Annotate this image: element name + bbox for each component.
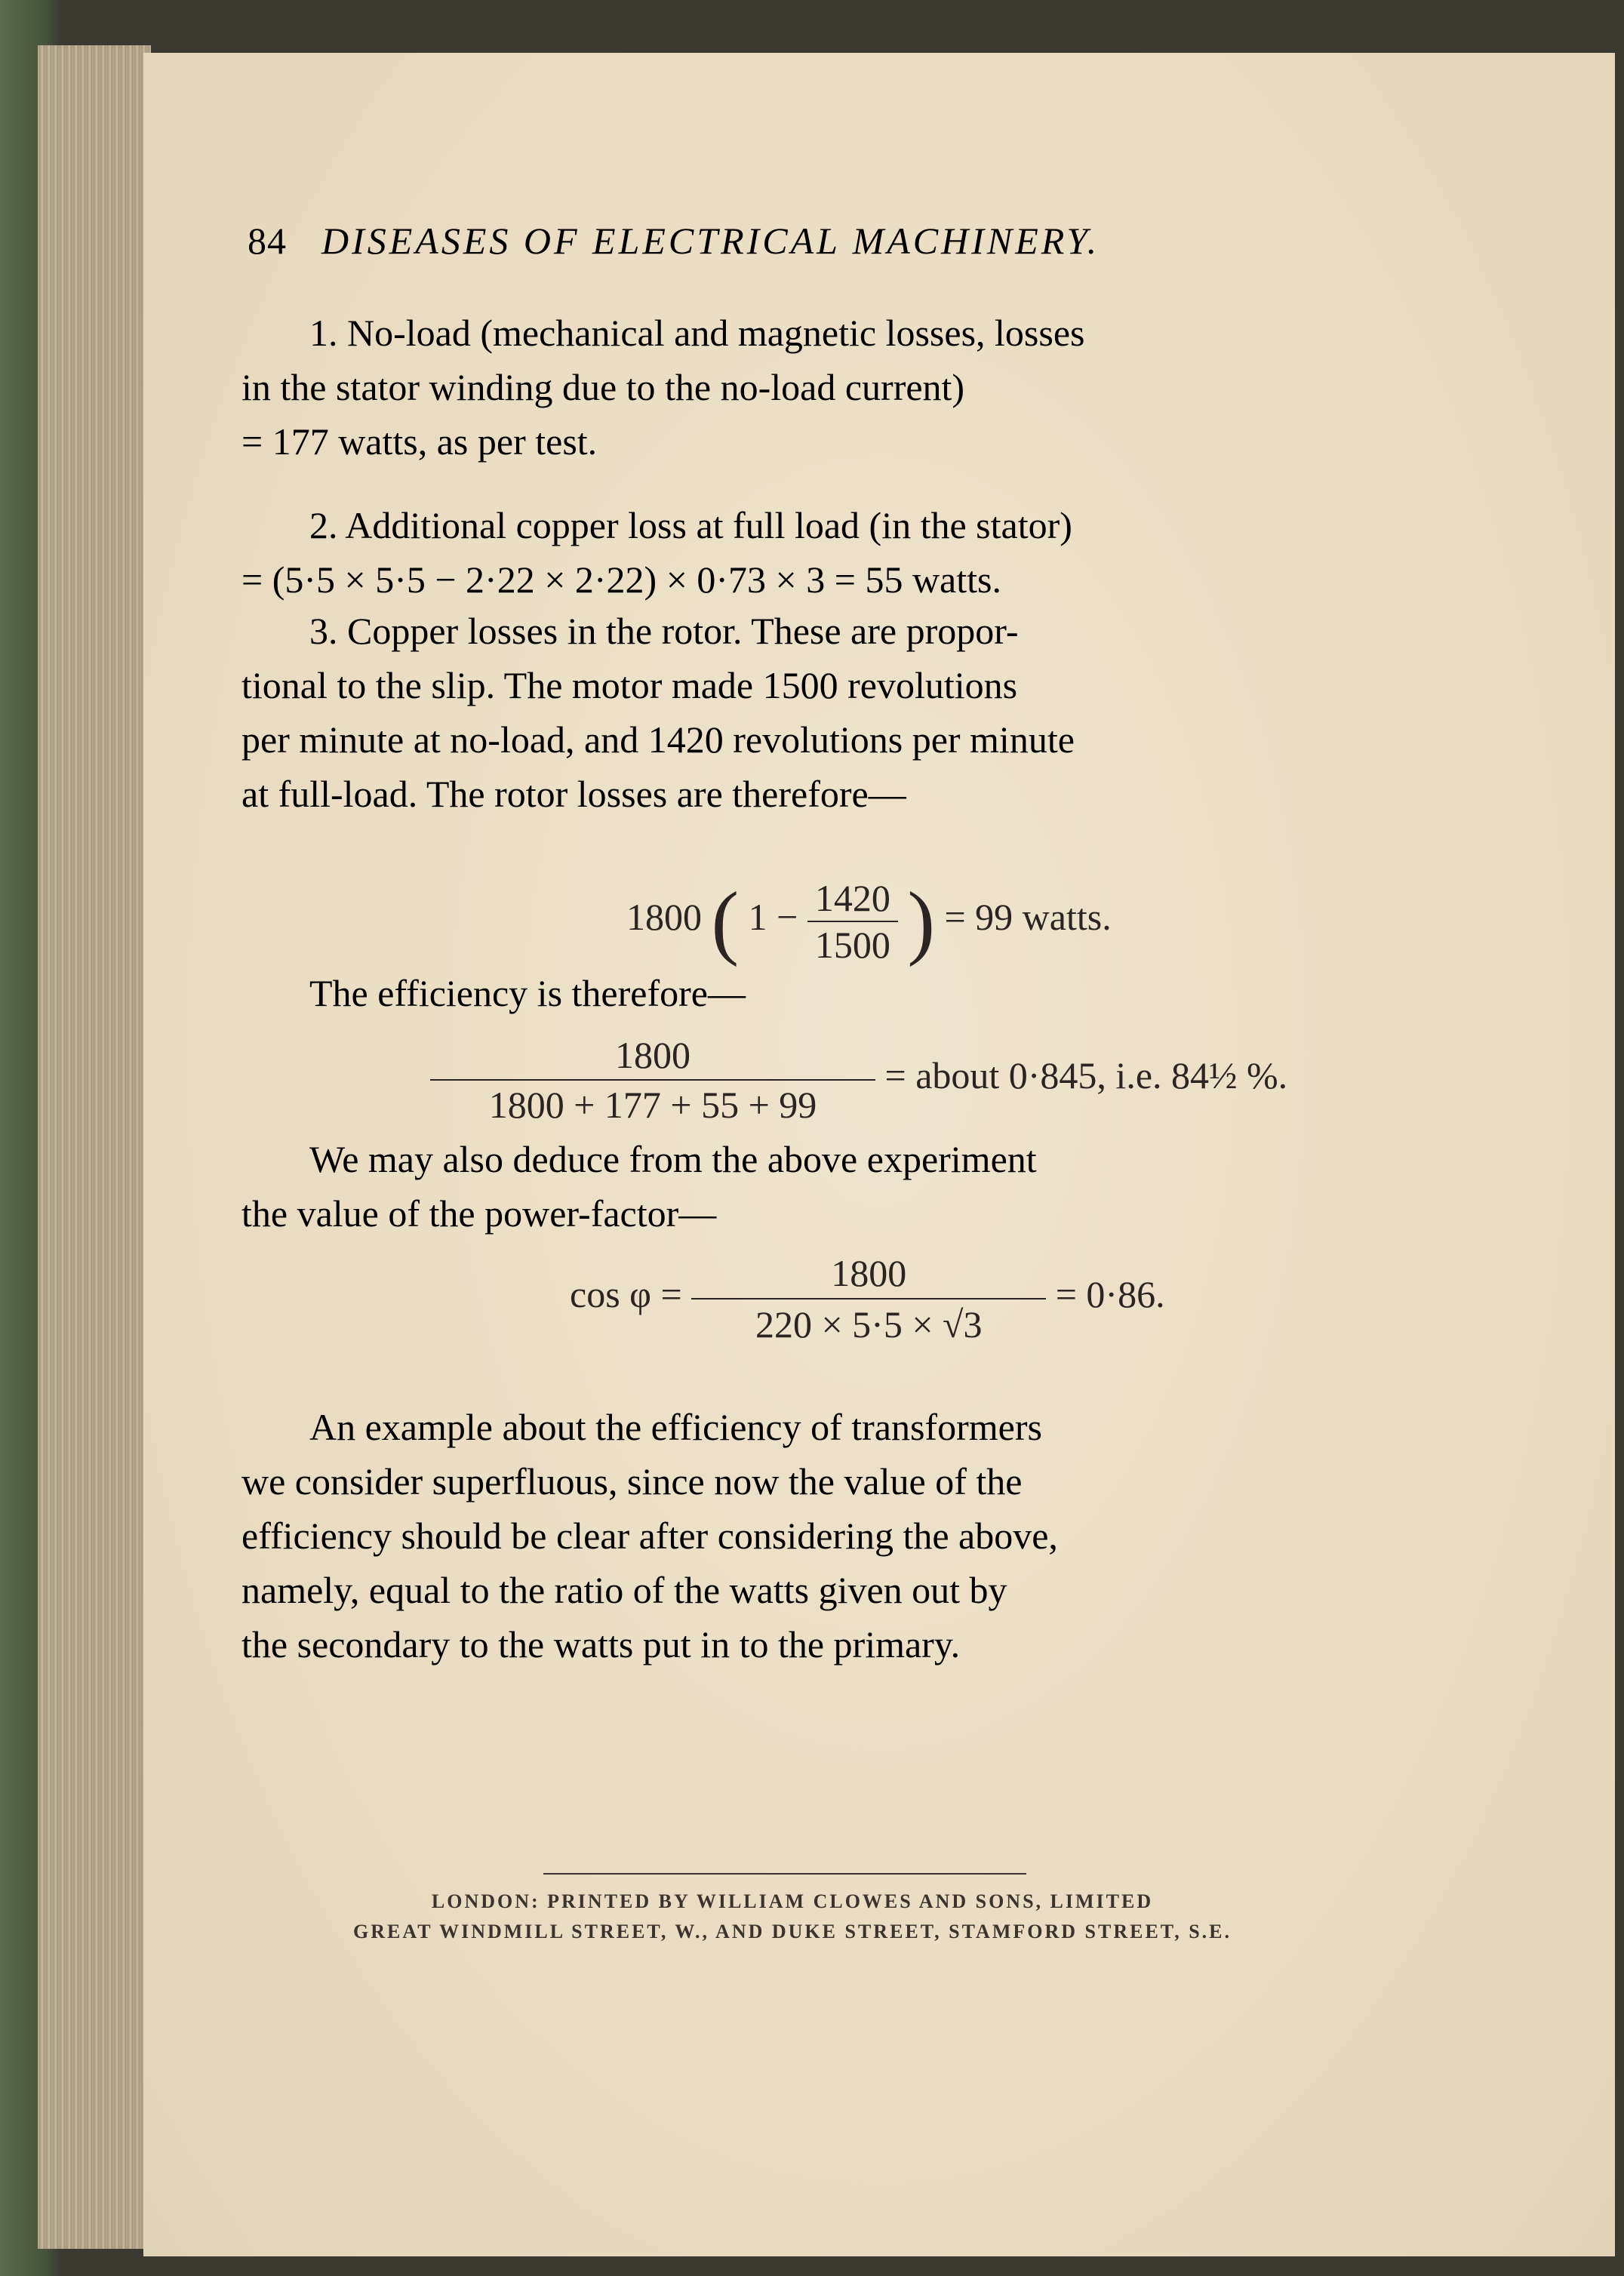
text-line: = (5·5 × 5·5 − 2·22 × 2·22) × 0·73 × 3 = 55 watts. [241,558,1001,601]
fraction-denominator: 1500 [814,923,890,966]
open-paren: ( [711,875,740,967]
paragraph-efficiency: The efficiency is therefore— [309,972,746,1014]
eq-result: = 99 watts. [944,896,1112,938]
eq-result: = 0·86. [1055,1273,1165,1315]
text-line: we consider superfluous, since now the value of the [241,1460,1023,1502]
text-line: 1. No-load (mechanical and magnetic losses, losses [309,312,1085,354]
page-edges [38,45,151,2249]
text-line: = 177 watts, as per test. [241,420,598,463]
paragraph-no-load [241,306,1404,469]
text-line: We may also deduce from the above experiment [309,1138,1037,1180]
equation-efficiency [430,1023,1287,1128]
page-number: 84 [248,220,287,262]
fraction-efficiency [430,1031,875,1129]
eq-lhs: cos φ = [570,1273,682,1315]
printer-imprint-line1: LONDON: PRINTED BY WILLIAM CLOWES AND SONS, LIMITED [431,1890,1154,1912]
text-line: 3. Copper losses in the rotor. These are propor- [309,610,1019,652]
fraction-power-factor [691,1248,1046,1349]
text-line: namely, equal to the ratio of the watts given out by [241,1569,1007,1611]
fraction-slip [807,875,898,967]
text-line: An example about the efficiency of transformers [309,1406,1042,1448]
footer-divider [543,1873,1026,1875]
fraction-numerator: 1800 [430,1031,875,1081]
eq-result: = about 0·845, i.e. 84½ %. [884,1054,1288,1096]
eq-one-minus: 1 − [748,896,798,938]
printer-imprint-line2: GREAT WINDMILL STREET, W., AND DUKE STREET, STAMFORD STREET, S.E. [353,1921,1232,1942]
running-title: DISEASES OF ELECTRICAL MACHINERY. [321,220,1100,262]
equation-rotor-losses [626,868,1112,966]
text-line: efficiency should be clear after considering the above, [241,1515,1058,1557]
equation-power-factor [570,1238,1165,1351]
text-line: tional to the slip. The motor made 1500 revolutions [241,664,1018,706]
eq-coefficient: 1800 [626,896,702,938]
paragraph-copper-loss [241,498,1404,607]
page-header [248,219,1379,287]
text-line: in the stator winding due to the no-load current) [241,366,965,408]
paragraph-rotor-losses [241,604,1404,821]
close-paren: ) [907,875,935,967]
fraction-numerator: 1800 [691,1248,1046,1299]
paragraph-power-factor [241,1132,1404,1241]
text-line: the secondary to the watts put in to the primary. [241,1623,961,1665]
text-line: the value of the power-factor— [241,1192,717,1235]
text-line: per minute at no-load, and 1420 revolutions per minute [241,718,1075,761]
text-line: 2. Additional copper loss at full load (in the stator) [309,504,1072,546]
fraction-denominator: 220 × 5·5 × √3 [755,1303,983,1346]
fraction-denominator: 1800 + 177 + 55 + 99 [488,1083,817,1126]
paragraph-transformers [241,1400,1404,1672]
fraction-numerator: 1420 [807,875,898,922]
text-line: at full-load. The rotor losses are therefore— [241,773,906,815]
